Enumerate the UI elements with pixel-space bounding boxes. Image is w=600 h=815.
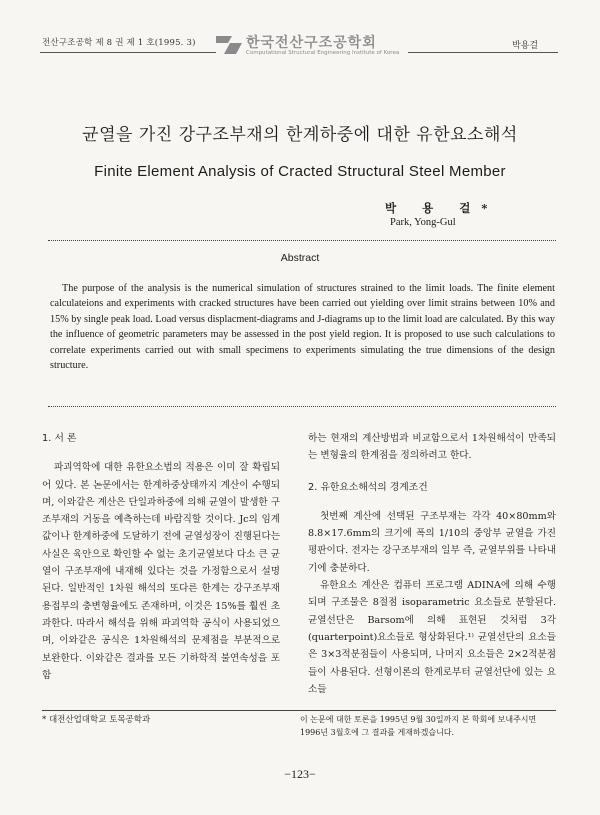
society-logo-korean: 한국전산구조공학회 <box>246 35 377 51</box>
society-logo-icon <box>216 34 242 56</box>
header-rule-right <box>408 52 558 53</box>
introduction-paragraph: 파괴역학에 대한 유한요소법의 적용은 이미 잘 확립되어 있다. 본 논문에서는 한계하중상태까지 계산이 수행되며, 이와같은 계산은 단일과하중에 의해 균열이 발생한 구조부재의 거동을 예측하는데 바람직할 것이다. Jc의 임계값이나 한계하중에 도달하기 전에 균열성장이 진행된다는 사실은 육안으로 확인할 수 없는 초기균열보다 다소 큰 균열이 구조부재에 내재해 있다는 것을 가정함으로서 설명된다. 일반적인 1차원 해석의 또다른 한계는 강구조부재 용접부의 충변형율에도 존재하며, 이것은 15%를 훨씬 초과한다. 따라서 해석을 위해 파괴역학 공식이 사용되었으며, 이와같은 공식은 1차원해석의 문제점을 부분적으로 보완한다. 이와같은 결과를 모든 기하학적 불연속성을 포함 <box>42 462 280 681</box>
society-logo-english: Computational Structural Engineering Institute of Korea <box>246 50 400 56</box>
boundary-paragraph-1: 첫번째 계산에 선택된 구조부재는 각각 40×80mm와 8.8×17.6mm의 크기에 폭의 1/10의 중앙부 균열을 가진 평판이다. 전자는 강구조부재의 일부 즉, 균열부위를 나타내기에 충분하다. <box>308 510 556 574</box>
section-heading-boundary-conditions: 2. 유한요소해석의 경계조건 <box>308 481 428 493</box>
header-rule-left <box>40 52 216 53</box>
page-number: −123− <box>284 767 316 781</box>
title-korean: 균열을 가진 강구조부재의 한계하중에 대한 유한요소해석 <box>82 125 518 145</box>
abstract-top-divider <box>48 240 556 241</box>
footnote-affiliation: * 대전산업대학교 토목공학과 <box>42 715 151 725</box>
abstract-heading: Abstract <box>280 252 320 264</box>
introduction-continuation: 하는 현재의 계산방법과 비교함으로서 1차원해석이 만족되는 변형율의 한계점을 정의하려고 한다. <box>308 433 556 462</box>
abstract-body <box>50 281 555 373</box>
author-english: Park, Yong-Gul <box>390 217 456 228</box>
boundary-paragraph-2: 유한요소 계산은 컴퓨터 프로그램 ADINA에 의해 수행되며 구조물은 8절점 isoparametric 요소들로 분할된다. 균열선단은 Barsom에 의해 표현된 것처럼 3각(quarterpoint)요소들로 형상화된다.¹⁾ 균열선단의 요소들은 3×3적분점들이 사용되며, 나머지 요소들은 2×2적분점들이 사용된다. 선형이론의 한계로부터 균열선단에 있는 요소들 <box>308 580 556 695</box>
abstract-text: The purpose of the analysis is the numerical simulation of structures strained to the limit loads. The finite element calculateions and experiments with cracked structures have been carried out yielding over limit strains between 10% and 15% by single peak load. Load versus displacment-diagrams and J-diagrams up to the limit load are calculated. By this way the influence of geometric parameters may be assessed in the post yield region. It is proposed to use such calculations to correlate experiments carried out with small specimens to experiments simulating the true dimensions of the design structure. <box>50 283 555 372</box>
journal-citation: 전산구조공학 제 8 권 제 1 호(1995. 3) <box>42 38 196 48</box>
footnote-rule <box>42 710 556 711</box>
left-column <box>42 430 280 684</box>
footnote-discussion: 이 논문에 대한 토론을 1995년 9월 30일까지 본 학회에 보내주시면 1996년 3월호에 그 결과를 게재하겠습니다. <box>300 715 537 737</box>
title-english: Finite Element Analysis of Cracted Structural Steel Member <box>94 163 506 180</box>
abstract-bottom-divider <box>48 406 556 407</box>
right-column <box>308 430 556 698</box>
society-logo <box>216 32 406 62</box>
running-author: 박용걸 <box>512 41 539 51</box>
section-heading-introduction: 1. 서 론 <box>42 433 77 444</box>
author-korean: 박 용 걸* <box>385 201 499 215</box>
